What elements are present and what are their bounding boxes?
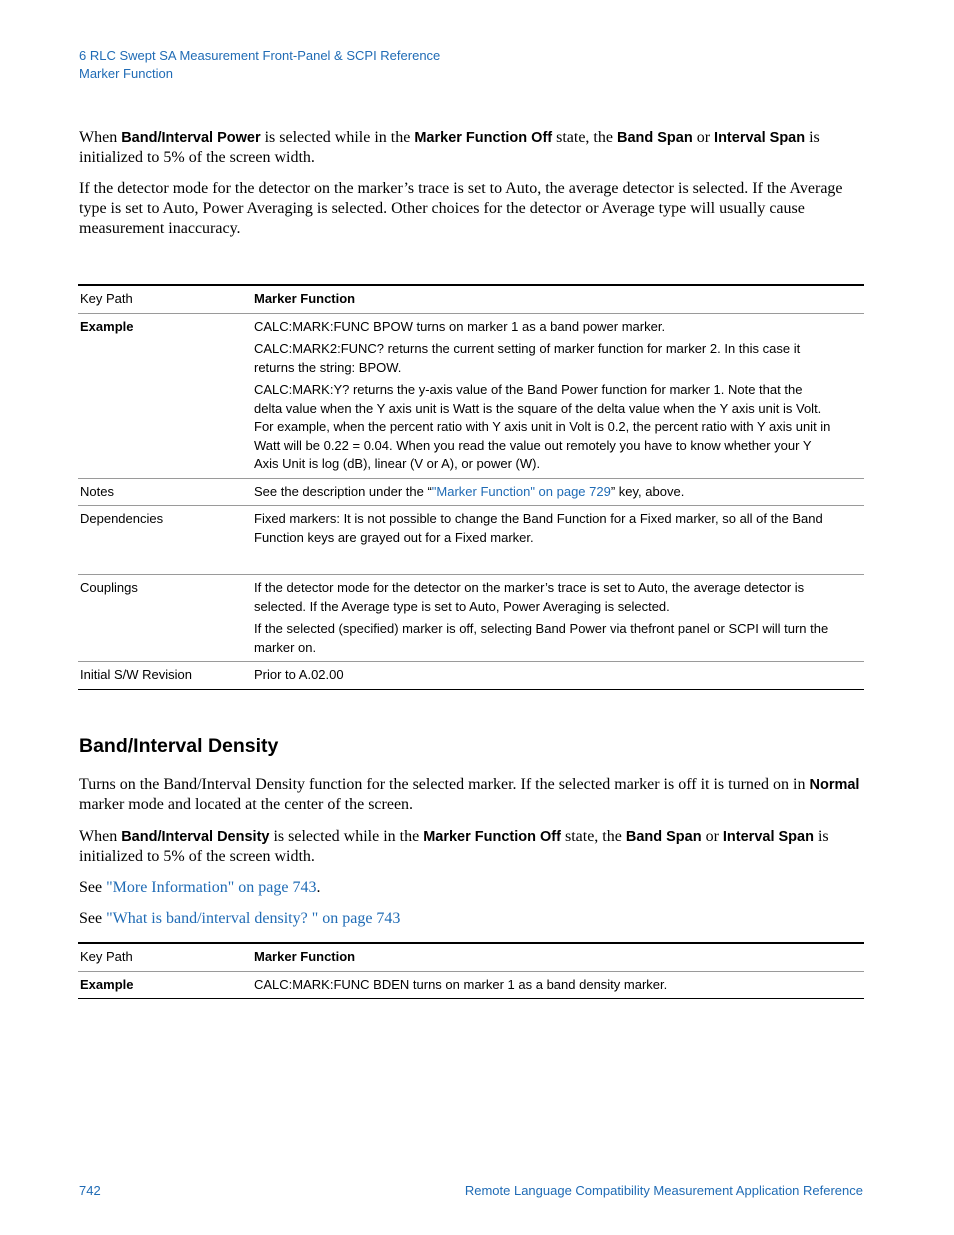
table-row bbox=[78, 575, 864, 662]
text: ” key, above. bbox=[610, 483, 685, 499]
running-header-section: Marker Function bbox=[79, 66, 173, 81]
key-path-value: Marker Function bbox=[254, 285, 864, 313]
band-power-info-table bbox=[78, 284, 864, 690]
key-name: Interval Span bbox=[722, 829, 814, 845]
text: or bbox=[701, 828, 723, 845]
intro-paragraph-1 bbox=[79, 128, 863, 168]
example-line: CALC:MARK:FUNC BPOW turns on marker 1 as a band power marker. bbox=[254, 318, 666, 334]
table-row bbox=[78, 662, 864, 690]
running-header-chapter: 6 RLC Swept SA Measurement Front-Panel & SCPI Reference bbox=[79, 48, 441, 63]
intro-paragraph-2: If the detector mode for the detector on the marker’s trace is set to Auto, the average detector is selected. If the Average type is set to Auto, Power Averaging is selected. Other choices for the detector or Average type will usually cause measurement inaccuracy. bbox=[79, 180, 843, 237]
text: See bbox=[79, 910, 107, 927]
example-value: CALC:MARK:FUNC BDEN turns on marker 1 as a band density marker. bbox=[254, 971, 864, 999]
table-row bbox=[78, 506, 864, 575]
text: is initialized to 5% of the screen width. bbox=[79, 129, 820, 166]
text: When bbox=[79, 828, 122, 845]
couplings-label: Couplings bbox=[78, 575, 254, 662]
key-name: Band/Interval Power bbox=[121, 130, 261, 146]
revision-value: Prior to A.02.00 bbox=[254, 662, 864, 690]
key-path-label: Key Path bbox=[78, 943, 254, 971]
text: . bbox=[316, 879, 321, 896]
key-name: Marker Function Off bbox=[423, 829, 561, 845]
band-density-link[interactable]: "What is band/interval density? " on page 743 bbox=[106, 910, 401, 927]
key-name: Band Span bbox=[616, 130, 693, 146]
example-line: CALC:MARK:Y? returns the y-axis value of the Band Power function for marker 1. Note that the delta value when the Y axis unit is Watt is the square of the delta value when the Y axis unit is Volt. For example, when the percent ratio with Y axis unit in Volt is 0.2, the percent ratio with Y axis unit in Watt will be 0.22 = 0.04. When you read the value out remotely you have to know whether your Y Axis Unit is log (dB), linear (V or A), or power (W). bbox=[254, 382, 831, 471]
key-name: Marker Function Off bbox=[414, 130, 553, 146]
section-heading: Band/Interval Density bbox=[79, 735, 279, 757]
see-band-density bbox=[79, 909, 863, 929]
band-density-info-table bbox=[78, 942, 864, 999]
marker-function-link[interactable]: "Marker Function" on page 729 bbox=[431, 483, 611, 499]
key-name: Band/Interval Density bbox=[121, 829, 270, 845]
text: When bbox=[79, 129, 122, 146]
example-label: Example bbox=[78, 971, 254, 999]
key-name: Interval Span bbox=[714, 130, 806, 146]
dependencies-value: Fixed markers: It is not possible to change the Band Function for a Fixed marker, so all of the Band Function keys are grayed out for a Fixed marker. bbox=[254, 506, 864, 575]
key-path-label: Key Path bbox=[78, 285, 254, 313]
table-row bbox=[78, 478, 864, 506]
key-name: Normal bbox=[809, 777, 860, 793]
document-title: Remote Language Compatibility Measurement Application Reference bbox=[464, 1183, 863, 1198]
key-name: Band Span bbox=[625, 829, 702, 845]
text: state, the bbox=[552, 129, 617, 146]
text: is selected while in the bbox=[269, 828, 424, 845]
revision-label: Initial S/W Revision bbox=[78, 662, 254, 690]
more-information-link[interactable]: "More Information" on page 743 bbox=[106, 879, 317, 896]
text: See the description under the “ bbox=[254, 483, 432, 499]
notes-label: Notes bbox=[78, 478, 254, 506]
table-row bbox=[78, 313, 864, 478]
example-label: Example bbox=[78, 313, 254, 478]
key-path-value: Marker Function bbox=[254, 943, 864, 971]
notes-value bbox=[254, 478, 864, 506]
example-value bbox=[254, 313, 864, 478]
example-line: CALC:MARK2:FUNC? returns the current setting of marker function for marker 2. In this case it returns the string: BPOW. bbox=[254, 341, 801, 375]
table-row bbox=[78, 971, 864, 999]
density-paragraph-2 bbox=[79, 827, 863, 867]
page-number: 742 bbox=[79, 1183, 101, 1198]
text: Turns on the Band/Interval Density function for the selected marker. If the selected marker is off it is turned on in bbox=[79, 776, 810, 793]
text: is selected while in the bbox=[260, 129, 415, 146]
table-row bbox=[78, 285, 864, 313]
couplings-line: If the selected (specified) marker is off, selecting Band Power via thefront panel or SCPI will turn the marker on. bbox=[254, 621, 829, 655]
text: state, the bbox=[560, 828, 626, 845]
text: or bbox=[692, 129, 715, 146]
dependencies-label: Dependencies bbox=[78, 506, 254, 575]
density-paragraph-1 bbox=[79, 775, 863, 815]
table-row bbox=[78, 943, 864, 971]
see-more-information bbox=[79, 878, 863, 898]
couplings-value bbox=[254, 575, 864, 662]
text: marker mode and located at the center of the screen. bbox=[79, 796, 414, 813]
text: See bbox=[79, 879, 107, 896]
couplings-line: If the detector mode for the detector on the marker’s trace is set to Auto, the average detector is selected. If the Average type is set to Auto, Power Averaging is selected. bbox=[254, 580, 805, 614]
text: is initialized to 5% of the screen width. bbox=[79, 828, 829, 865]
